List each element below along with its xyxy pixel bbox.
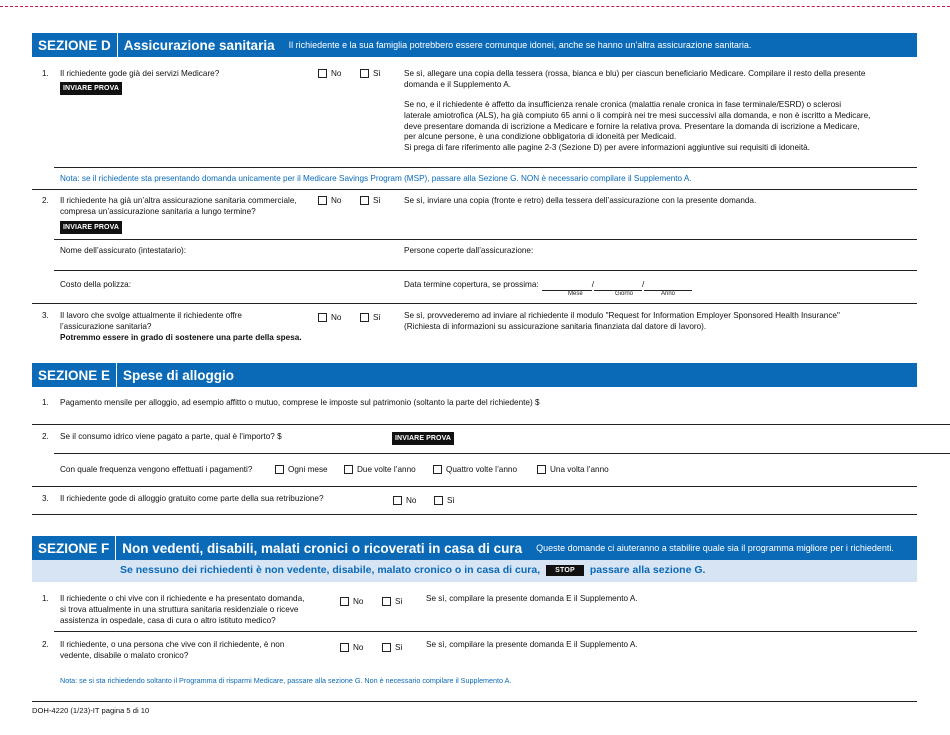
f-q2-no-label: No (353, 643, 364, 652)
divider (32, 303, 917, 304)
d-q3-yes-checkbox[interactable] (360, 313, 369, 322)
d-q1-number: 1. (42, 69, 49, 78)
f-q1-text (60, 594, 304, 626)
freq-yearly-option[interactable] (537, 465, 609, 474)
d-q2-yes-instructions: Se sì, inviare una copia (fronte e retro) della tessera dell’assicurazione con la presente domanda. (404, 196, 757, 205)
f-q1-number: 1. (42, 594, 49, 603)
e-q3-text: Il richiedente gode di alloggio gratuito come parte della sua retribuzione? (60, 494, 324, 503)
e-q2-number: 2. (42, 432, 49, 441)
d-q1-no-line2: laterale amiotrofica (ALS), ha già compiuto 65 anni o li compirà nei tre mesi successivi alla domanda, e non è iscritto a Medicare, (404, 110, 871, 120)
section-d-header (32, 33, 917, 57)
d-q2-text (60, 196, 297, 218)
divider (32, 486, 917, 487)
f-q1-line2: si trova attualmente in una struttura sanitaria residenziale o riceve (60, 604, 299, 614)
f-q2-yes-instructions: Se sì, compilare la presente domanda E il Supplemento A. (426, 640, 638, 649)
freq-yearly-checkbox[interactable] (537, 465, 546, 474)
d-q1-no-line1: Se no, e il richiedente è affetto da insufficienza renale cronica (malattia renale cronica in fase terminale/ESRD) o sclerosi (404, 100, 842, 109)
section-f-skip-banner (32, 560, 917, 582)
f-q2-line2: vedente, disabile o malato cronico? (60, 650, 189, 660)
divider (54, 239, 917, 240)
divider (54, 631, 917, 632)
d-q1-yes-checkbox[interactable] (360, 69, 369, 78)
freq-monthly-label: Ogni mese (288, 465, 328, 474)
f-q1-no-option[interactable] (340, 597, 363, 606)
d-q2-yes-option[interactable] (360, 196, 381, 205)
section-f-code: SEZIONE F (32, 536, 116, 560)
divider (54, 453, 950, 454)
d-q2-yes-label: Sì (373, 196, 381, 205)
f-q2-number: 2. (42, 640, 49, 649)
e-q2-text: Se il consumo idrico viene pagato a parte, qual è l’importo? $ (60, 432, 282, 441)
divider (32, 189, 917, 190)
section-d-description: Il richiedente e la sua famiglia potrebbero essere comunque idonei, anche se hanno un’altra assicurazione sanitaria. (288, 40, 752, 50)
f-q2-line1: Il richiedente, o una persona che vive con il richiedente, è non (60, 640, 285, 649)
insured-name-label: Nome dell’assicurato (intestatario): (60, 246, 187, 255)
f-q2-no-option[interactable] (340, 643, 363, 652)
section-e-header (32, 363, 917, 387)
freq-twice-year-checkbox[interactable] (344, 465, 353, 474)
freq-monthly-option[interactable] (275, 465, 328, 474)
end-day-field[interactable] (594, 282, 642, 291)
divider (32, 514, 917, 515)
skip-target-text: passare alla sezione G. (589, 564, 706, 576)
d-q3-yes-option[interactable] (360, 313, 381, 322)
d-q3-yes-label: Sì (373, 313, 381, 322)
f-q1-yes-option[interactable] (382, 597, 403, 606)
covered-persons-label: Persone coperte dall’assicurazione: (404, 246, 534, 255)
d-q1-yes-line1: Se sì, allegare una copia della tessera (rossa, bianca e blu) per ciascun beneficiario Medicare. Compilare il resto della presente (404, 69, 866, 78)
footer-divider (32, 701, 917, 702)
e-q3-no-label: No (406, 496, 417, 505)
d-q2-yes-checkbox[interactable] (360, 196, 369, 205)
d-msp-note: Nota: se il richiedente sta presentando domanda unicamente per il Medicare Savings Program (MSP), passare alla Sezione G. NON è necessario compilare il Supplemento A. (60, 174, 692, 183)
f-q2-yes-option[interactable] (382, 643, 403, 652)
day-caption: Giorno (615, 291, 634, 297)
end-month-field[interactable] (542, 282, 592, 291)
d-q1-no-instructions (404, 100, 914, 154)
d-q2-no-checkbox[interactable] (318, 196, 327, 205)
section-e-title: Spese di alloggio (123, 367, 235, 383)
page-cut-line (0, 6, 950, 7)
section-f-description: Queste domande ci aiuteranno a stabilire quale sia il programma migliore per i richiedenti. (536, 543, 894, 553)
section-d-code: SEZIONE D (32, 33, 118, 57)
policy-cost-label: Costo della polizza: (60, 280, 131, 289)
d-q1-no-line5: Si prega di fare riferimento alle pagine 2-3 (Sezione D) per avere informazioni aggiuntive sui requisiti di idoneità. (404, 143, 810, 153)
d-q2-line1: Il richiedente ha già un’altra assicurazione sanitaria commerciale, (60, 196, 297, 205)
f-q2-yes-label: Sì (395, 643, 403, 652)
e-q3-yes-label: Sì (447, 496, 455, 505)
d-q3-text (60, 311, 302, 343)
f-q1-no-label: No (353, 597, 364, 606)
e-q1-text: Pagamento mensile per alloggio, ad esempio affitto o mutuo, comprese le imposte sul patrimonio (soltanto la parte del richiedente) $ (60, 398, 540, 407)
month-caption: Mese (568, 291, 583, 297)
d-q3-number: 3. (42, 311, 49, 320)
divider (54, 270, 917, 271)
d-q2-no-label: No (331, 196, 342, 205)
freq-quarterly-option[interactable] (433, 465, 517, 474)
divider (54, 167, 917, 168)
d-q1-yes-option[interactable] (360, 69, 381, 78)
f-q2-yes-checkbox[interactable] (382, 643, 391, 652)
d-q1-yes-label: Sì (373, 69, 381, 78)
d-q1-send-proof-tag: INVIARE PROVA (60, 82, 122, 95)
f-q1-yes-checkbox[interactable] (382, 597, 391, 606)
d-q3-yes-line2: (Richiesta di informazioni su assicurazione sanitaria finanziata dal datore di lavoro). (404, 321, 707, 331)
freq-yearly-label: Una volta l’anno (550, 465, 609, 474)
freq-quarterly-checkbox[interactable] (433, 465, 442, 474)
f-q1-yes-label: Sì (395, 597, 403, 606)
d-q1-no-option[interactable] (318, 69, 341, 78)
freq-monthly-checkbox[interactable] (275, 465, 284, 474)
freq-quarterly-label: Quattro volte l’anno (446, 465, 518, 474)
d-q1-no-line3: deve presentare domanda di iscrizione a Medicare e fornire la relativa prova. Presentare la domanda di iscrizione a Medicare, (404, 121, 860, 131)
form-code-footer: DOH-4220 (1/23)-IT pagina 5 di 10 (32, 706, 150, 715)
e-q2-send-proof-tag: INVIARE PROVA (392, 432, 454, 445)
d-q3-yes-instructions (404, 311, 840, 333)
freq-twice-year-option[interactable] (344, 465, 416, 474)
divider (32, 424, 950, 425)
e-q3-no-checkbox[interactable] (393, 496, 402, 505)
d-q1-text: Il richiedente gode già dei servizi Medicare? (60, 69, 220, 78)
e-q1-number: 1. (42, 398, 49, 407)
f-q2-text (60, 640, 284, 662)
d-q1-no-line4: per alcune persone, è una condizione obbligatoria di idoneità per Medicaid. (404, 132, 677, 142)
d-q3-no-option[interactable] (318, 313, 341, 322)
d-q3-line1: Il lavoro che svolge attualmente il richiedente offre (60, 311, 242, 320)
d-q1-no-label: No (331, 69, 342, 78)
coverage-end-date-label: Data termine copertura, se prossima: (404, 280, 539, 289)
e-q3-number: 3. (42, 494, 49, 503)
d-q2-no-option[interactable] (318, 196, 341, 205)
d-q1-yes-instructions (404, 69, 914, 91)
d-q3-yes-line1: Se sì, provvederemo ad inviare al richiedente il modulo "Request for Information Employer Sponsored Health Insurance" (404, 311, 840, 320)
coverage-end-date: Data termine copertura, se prossima: / / (404, 280, 692, 291)
freq-twice-year-label: Due volte l’anno (357, 465, 416, 474)
end-year-field[interactable] (644, 282, 692, 291)
f-q1-yes-instructions: Se sì, compilare la presente domanda E il Supplemento A. (426, 594, 638, 603)
year-caption: Anno (661, 291, 676, 297)
d-q2-number: 2. (42, 196, 49, 205)
stop-badge: STOP (546, 565, 584, 576)
d-q3-line2: l’assicurazione sanitaria? (60, 321, 152, 331)
e-q3-no-option[interactable] (393, 496, 416, 505)
section-d-title: Assicurazione sanitaria (123, 37, 275, 53)
d-q2-send-proof-tag: INVIARE PROVA (60, 221, 122, 234)
e-q3-yes-checkbox[interactable] (434, 496, 443, 505)
d-q1-yes-line2: domanda e il Supplemento A. (404, 79, 511, 89)
d-q3-no-checkbox[interactable] (318, 313, 327, 322)
f-q1-line3: assistenza in ospedale, casa di cura o altro istituto medico? (60, 615, 276, 625)
d-q3-line3: Potremmo essere in grado di sostenere una parte della spesa. (60, 332, 302, 342)
f-q1-no-checkbox[interactable] (340, 597, 349, 606)
e-payment-frequency-question: Con quale frequenza vengono effettuati i pagamenti? (60, 465, 253, 474)
f-msp-note: Nota: se si sta richiedendo soltanto il Programma di risparmi Medicare, passare alla sezione G. Non è necessario compilare il Supplemento A. (60, 676, 512, 685)
d-q2-line2: compresa un’assicurazione sanitaria a lungo termine? (60, 206, 256, 216)
f-q1-line1: Il richiedente o chi vive con il richiedente e ha presentato domanda, (60, 594, 305, 603)
f-q2-no-checkbox[interactable] (340, 643, 349, 652)
section-f-header (32, 536, 917, 560)
d-q3-no-label: No (331, 313, 342, 322)
e-q3-yes-option[interactable] (434, 496, 455, 505)
d-q1-no-checkbox[interactable] (318, 69, 327, 78)
section-f-title: Non vedenti, disabili, malati cronici o ricoverati in casa di cura (122, 540, 523, 556)
skip-condition-text: Se nessuno dei richiedenti è non vedente, disabile, malato cronico o in casa di cura, (120, 564, 541, 576)
section-e-code: SEZIONE E (32, 363, 117, 387)
